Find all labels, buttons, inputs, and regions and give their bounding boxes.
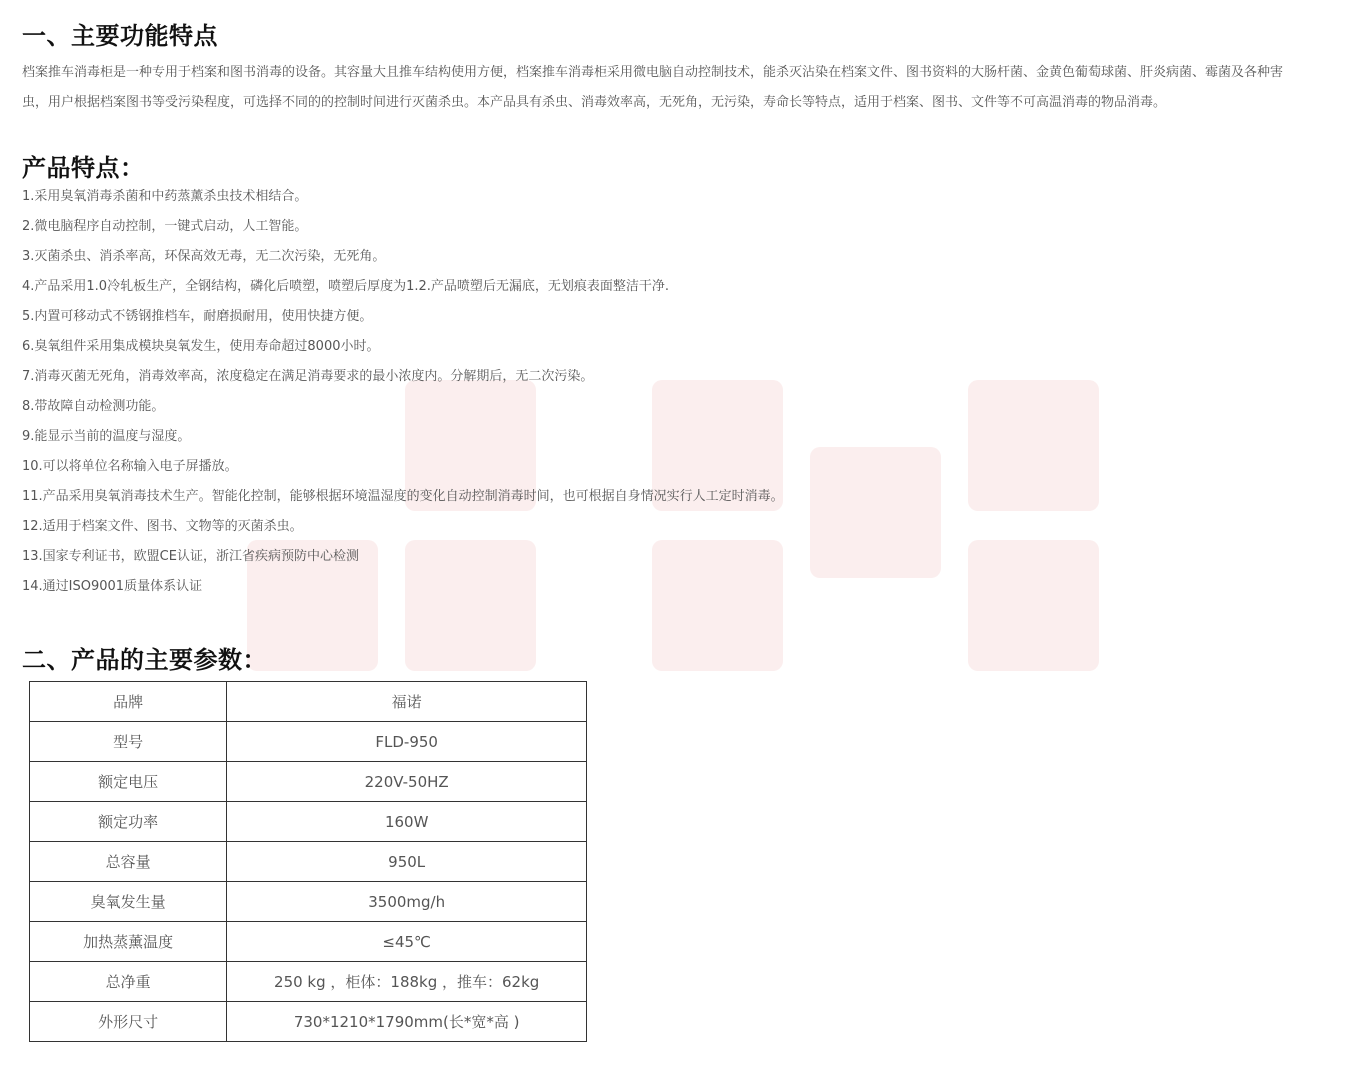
intro-paragraph: 档案推车消毒柜是一种专用于档案和图书消毒的设备。其容量大且推车结构使用方便，档案推车消毒柜采用微电脑自动控制技术，能杀灭沾染在档案文件、图书资料的大肠杆菌、金黄色葡萄球菌、肝炎病菌、霉菌及各种害虫，用户根据档案图书等受污染程度，可选择不同的的控制时间进行灭菌杀虫。本产品具有杀虫、消毒效率高，无死角，无污染，寿命长等特点，适用于档案、图书、文件等不可高温消毒的物品消毒。: [22, 65, 1284, 110]
table-row: [30, 1002, 587, 1042]
param-name: 臭氧发生量: [30, 882, 227, 922]
feature-item: 11.产品采用臭氧消毒技术生产。智能化控制，能够根据环境温湿度的变化自动控制消毒时间，也可根据自身情况实行人工定时消毒。: [22, 489, 784, 504]
param-name: 加热蒸薰温度: [30, 922, 227, 962]
table-row: [30, 762, 587, 802]
feature-item: 6.臭氧组件采用集成模块臭氧发生，使用寿命超过8000小时。: [22, 339, 380, 354]
feature-list: [22, 182, 784, 602]
section-title-main-features: 一、主要功能特点: [22, 22, 218, 50]
feature-item: 14.通过ISO9001质量体系认证: [22, 579, 203, 594]
param-value: 730*1210*1790mm(长*宽*高 ): [227, 1002, 587, 1042]
watermark-block: [968, 380, 1099, 511]
param-value: 220V-50HZ: [227, 762, 587, 802]
watermark-block: [810, 447, 941, 578]
param-name: 总净重: [30, 962, 227, 1002]
param-name: 品牌: [30, 682, 227, 722]
param-value: 3500mg/h: [227, 882, 587, 922]
param-name: 外形尺寸: [30, 1002, 227, 1042]
table-row: [30, 722, 587, 762]
table-row: [30, 922, 587, 962]
feature-item: 12.适用于档案文件、图书、文物等的灭菌杀虫。: [22, 519, 303, 534]
feature-item: 3.灭菌杀虫、消杀率高，环保高效无毒，无二次污染，无死角。: [22, 249, 386, 264]
section-title-main-parameters: 二、产品的主要参数：: [22, 646, 267, 674]
table-row: [30, 882, 587, 922]
table-row: [30, 802, 587, 842]
param-name: 型号: [30, 722, 227, 762]
table-row: [30, 682, 587, 722]
feature-item: 8.带故障自动检测功能。: [22, 399, 165, 414]
param-value: 950L: [227, 842, 587, 882]
param-name: 额定电压: [30, 762, 227, 802]
feature-item: 7.消毒灭菌无死角，消毒效率高，浓度稳定在满足消毒要求的最小浓度内。分解期后，无二次污染。: [22, 369, 594, 384]
param-value: FLD-950: [227, 722, 587, 762]
param-name: 总容量: [30, 842, 227, 882]
feature-item: 9.能显示当前的温度与湿度。: [22, 429, 191, 444]
section-title-product-features: 产品特点：: [22, 154, 145, 182]
feature-item: 2.微电脑程序自动控制，一键式启动，人工智能。: [22, 219, 308, 234]
param-value: 160W: [227, 802, 587, 842]
feature-item: 13.国家专利证书，欧盟CE认证，浙江省疾病预防中心检测: [22, 549, 359, 564]
param-value: 福诺: [227, 682, 587, 722]
param-value: ≤45℃: [227, 922, 587, 962]
feature-item: 5.内置可移动式不锈钢推档车，耐磨损耐用，使用快捷方便。: [22, 309, 373, 324]
feature-item: 1.采用臭氧消毒杀菌和中药蒸薰杀虫技术相结合。: [22, 189, 308, 204]
table-row: [30, 962, 587, 1002]
feature-item: 10.可以将单位名称输入电子屏播放。: [22, 459, 238, 474]
param-name: 额定功率: [30, 802, 227, 842]
param-value: 250 kg ，柜体：188kg ，推车：62kg: [227, 962, 587, 1002]
table-row: [30, 842, 587, 882]
parameters-table: [29, 681, 587, 1042]
feature-item: 4.产品采用1.0冷轧板生产，全钢结构，磷化后喷塑，喷塑后厚度为1.2.产品喷塑后无漏底，无划痕表面整洁干净.: [22, 279, 670, 294]
watermark-block: [968, 540, 1099, 671]
